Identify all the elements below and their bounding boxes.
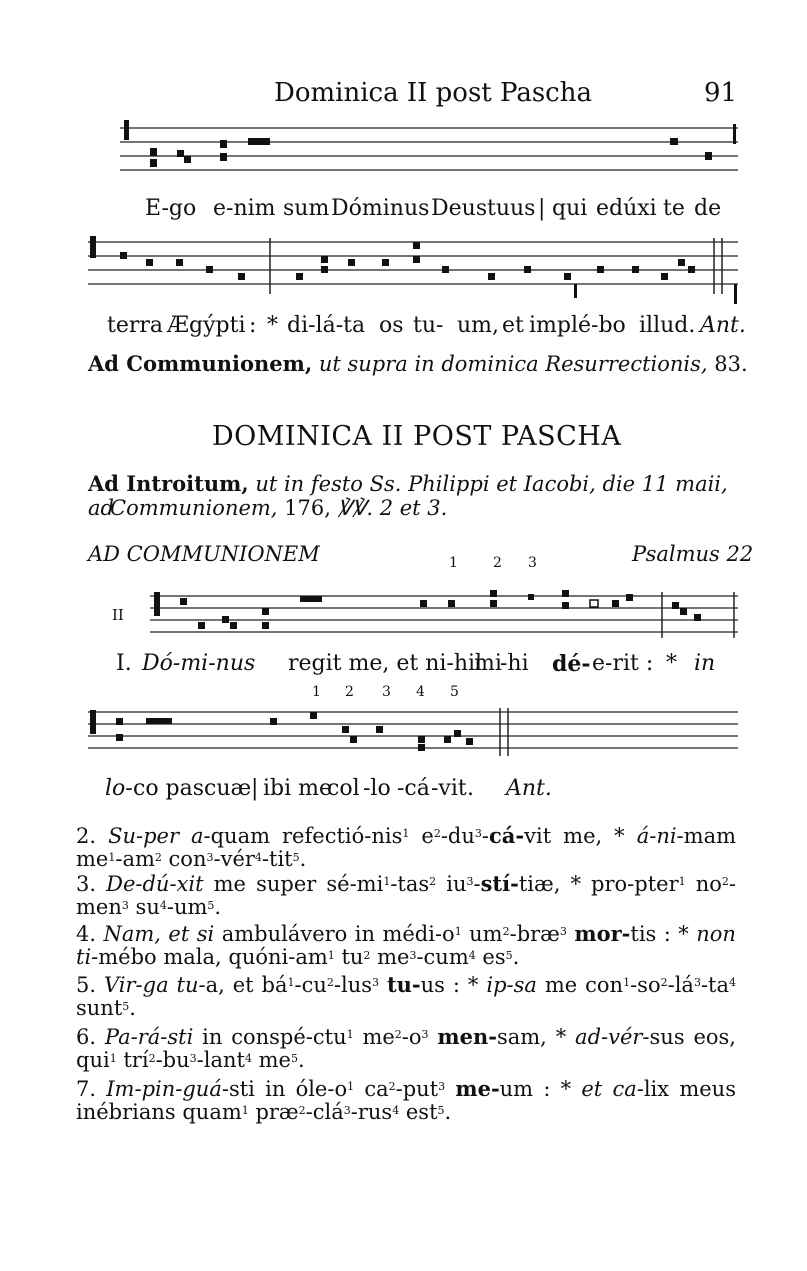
syllable: edúxi bbox=[596, 196, 657, 221]
accent-number: 4 bbox=[416, 684, 425, 700]
psalm-reference: Psalmus 22 bbox=[632, 542, 754, 566]
music-staff-3 bbox=[150, 588, 740, 648]
verse-number: 3. bbox=[76, 872, 107, 896]
syllable: implé-bo bbox=[529, 313, 626, 338]
syllable: -vit bbox=[431, 776, 467, 801]
syllable: Deus bbox=[431, 196, 488, 221]
communion-label: Ad Communionem, bbox=[88, 351, 313, 376]
music-staff-2 bbox=[88, 232, 740, 308]
syllable: -lo bbox=[363, 776, 391, 801]
neume-staff bbox=[150, 588, 740, 648]
introit-date: 11 maii, bbox=[641, 472, 728, 496]
neume-staff bbox=[120, 118, 740, 182]
verse-number: 5. bbox=[76, 973, 104, 997]
introit-verses: ℣℣. 2 et 3. bbox=[337, 496, 448, 520]
verse-number: 6. bbox=[76, 1025, 105, 1049]
syllable: terra bbox=[107, 313, 164, 338]
syllable: et bbox=[502, 313, 524, 338]
syllable: : bbox=[249, 313, 257, 338]
accent-number: 3 bbox=[382, 684, 391, 700]
verse-text: Nam, et si ambulávero in médi-$o^1$ $um^2-bræ^3$ mor-tis : * non ti-mébo mala, quóni-$am^1$ $tu^2$ $me^3-cum^4$ $es^5$. bbox=[76, 921, 736, 969]
psalm-verse bbox=[76, 872, 736, 919]
section-title: DOMINICA II POST PASCHA bbox=[212, 421, 622, 452]
psalm-verse bbox=[76, 922, 736, 969]
syllable: tu- bbox=[413, 313, 444, 338]
introit-page: 176, bbox=[284, 496, 331, 520]
psalm-verse bbox=[76, 824, 736, 871]
syllable: . bbox=[467, 776, 474, 801]
page-title: Dominica II post Pascha bbox=[274, 78, 592, 108]
syllable: Ant. bbox=[506, 776, 552, 801]
introit-label: Ad Introitum, bbox=[88, 471, 249, 496]
verse-number: 4. bbox=[76, 922, 104, 946]
syllable: in bbox=[694, 651, 716, 676]
communion-page: 83. bbox=[714, 352, 748, 376]
syllable: illud. bbox=[639, 313, 696, 338]
syllable: lo- bbox=[105, 776, 133, 801]
syllable: tuus bbox=[487, 196, 536, 221]
psalm-verse bbox=[76, 1077, 736, 1124]
lyric-line-2 bbox=[107, 313, 747, 339]
verse-text: De-dú-xit me super $sé-mi^1-tas^2$ $iu^3-stí$-tiæ, * pro-pter$^1$ $no^2-men^3$ $su^4-um^5$. bbox=[76, 871, 736, 919]
syllable: | bbox=[538, 196, 546, 221]
music-staff-1 bbox=[120, 118, 740, 182]
neume-staff bbox=[88, 232, 740, 308]
accent-number: 5 bbox=[450, 684, 459, 700]
syllable: e-nim bbox=[213, 196, 276, 221]
communion-lyric-line-1 bbox=[116, 651, 746, 677]
accent-number: 2 bbox=[345, 684, 354, 700]
accent-number: 3 bbox=[528, 555, 537, 571]
verse-text: Vir-ga tu-a, et $bá^1-cu^2-lus^3$ tu-us : * ip-sa me $con^1-so^2-lá^3-ta^4$ sunt$^5$. bbox=[76, 972, 736, 1020]
accent-number: 1 bbox=[449, 555, 458, 571]
introit-text-end: ad bbox=[88, 496, 114, 520]
verse-text: Su-per a-quam refectió-nis$^1$ $e^2-du^3-cá$-vit me, * á-ni-mam $me^1-am^2$ con$^3$-vér$^4$-tit$^5$. bbox=[76, 823, 737, 871]
verse-number: I. bbox=[116, 651, 132, 676]
syllable: os bbox=[379, 313, 404, 338]
accent-number: 1 bbox=[312, 684, 321, 700]
verse-number: 7. bbox=[76, 1077, 107, 1101]
verse-number: 2. bbox=[76, 824, 109, 848]
page-number: 91 bbox=[704, 78, 738, 108]
syllable: Dó-mi-nus bbox=[142, 651, 256, 676]
verse-text: Im-pin-guá-sti in óle-$o^1$ $ca^2-put^3$ me-um : * et ca-lix meus inébrians quam$^1$ præ$^2$-clá$^3$-rus$^4$ est$^5$. bbox=[76, 1076, 736, 1124]
syllable: sum bbox=[283, 196, 330, 221]
syllable: * bbox=[267, 313, 278, 338]
syllable: Ægýpti bbox=[167, 313, 246, 338]
syllable: Dóminus bbox=[331, 196, 430, 221]
communion-lyric-line-2 bbox=[105, 776, 625, 802]
psalm-verse bbox=[76, 973, 736, 1020]
introit-reference-cont bbox=[110, 496, 710, 520]
syllable: te bbox=[663, 196, 685, 221]
neume-staff bbox=[88, 704, 740, 768]
communion-reference bbox=[88, 352, 748, 376]
syllable: e-rit : bbox=[592, 651, 654, 676]
syllable: E-go bbox=[145, 196, 197, 221]
music-staff-4 bbox=[88, 704, 740, 768]
syllable: * bbox=[666, 651, 677, 676]
communion-heading: AD COMMUNIONEM bbox=[88, 542, 320, 566]
syllable: ibi me bbox=[263, 776, 333, 801]
syllable: | bbox=[251, 776, 259, 801]
communion-reference-text: ut supra in dominica Resurrectionis, bbox=[318, 352, 708, 376]
syllable: col bbox=[327, 776, 360, 801]
syllable: de bbox=[694, 196, 722, 221]
introit-text: ut in festo Ss. Philippi et Iacobi, die bbox=[255, 472, 636, 496]
syllable: di-lá-ta bbox=[287, 313, 366, 338]
syllable: co pascuæ bbox=[133, 776, 252, 801]
lyric-line-1 bbox=[145, 196, 745, 222]
mode-number: II bbox=[112, 606, 124, 624]
syllable: qui bbox=[552, 196, 588, 221]
syllable: -hi bbox=[500, 651, 529, 676]
verse-text: Pa-rá-sti in conspé-ctu$^1$ $me^2-o^3$ men-sam, * ad-vér-sus eos, qui$^1$ $trí^2-bu^3-lant^4$ $me^5$. bbox=[76, 1024, 736, 1072]
psalm-verse bbox=[76, 1025, 736, 1072]
syllable: um, bbox=[457, 313, 500, 338]
syllable: regit me, et ni-hil bbox=[288, 651, 483, 676]
syllable: -cá bbox=[397, 776, 430, 801]
accent-number: 2 bbox=[493, 555, 502, 571]
syllable: Ant. bbox=[700, 313, 746, 338]
syllable: dé- bbox=[552, 651, 591, 677]
introit-communion: Communionem, bbox=[110, 496, 278, 520]
syllable: mi bbox=[474, 651, 502, 676]
